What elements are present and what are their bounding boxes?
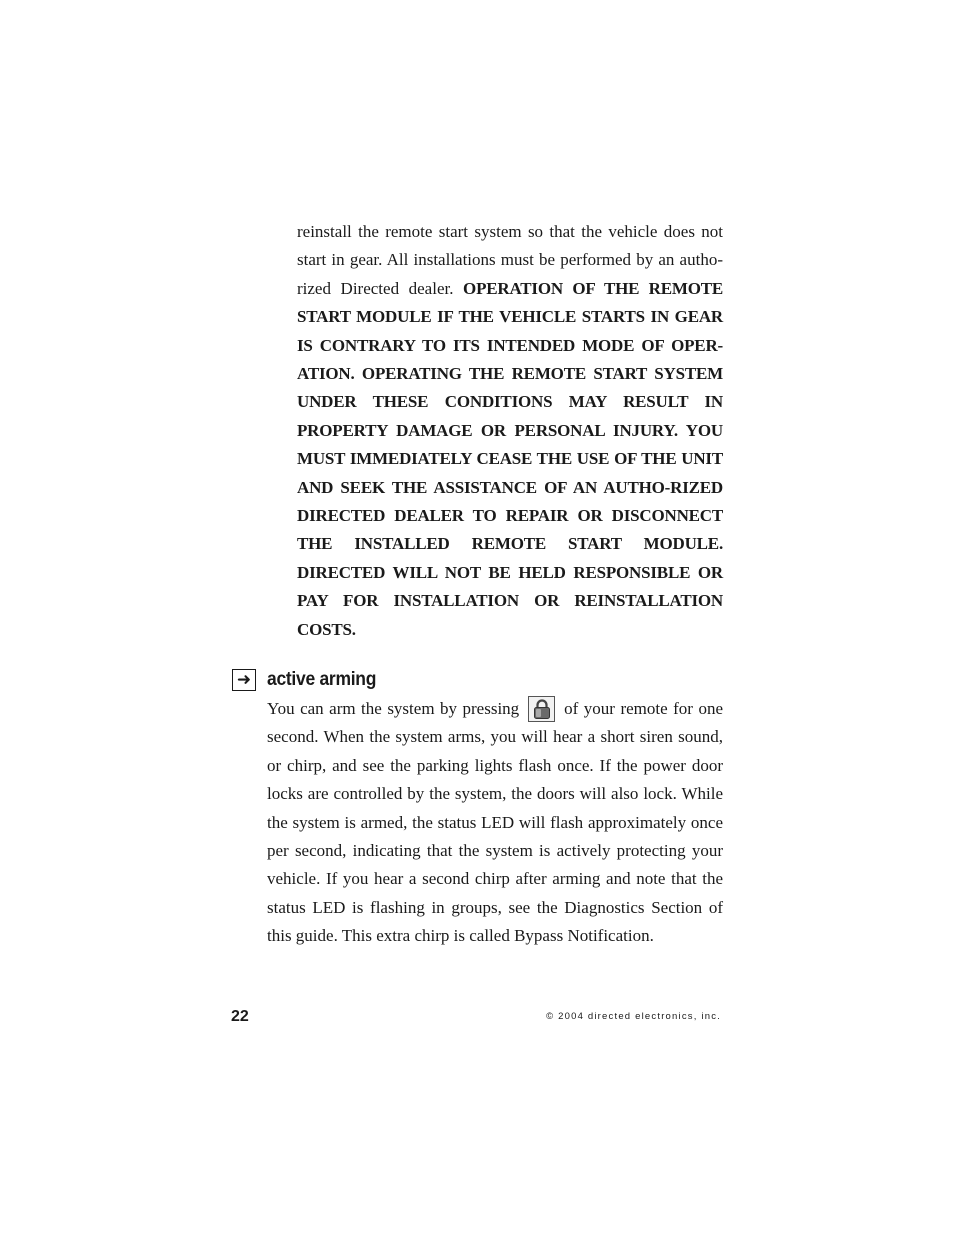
warning-intro-text: reinstall the remote start system so that the vehicle does not start in gear. All installations must be performed by an autho-rized Directed dealer.	[297, 222, 723, 298]
section-title: active arming	[267, 669, 377, 690]
warning-paragraph	[297, 218, 723, 644]
warning-caps-text: OPERATION OF THE REMOTE START MODULE IF THE VEHICLE STARTS IN GEAR IS CONTRARY TO ITS INTENDED MODE OF OPER-ATION. OPERATING THE REMOTE START SYSTEM UNDER THESE CONDITIONS MAY RESULT IN PROPERTY DAMAGE OR PERSONAL INJURY. YOU MUST IMMEDIATELY CEASE THE USE OF THE UNIT AND SEEK THE ASSISTANCE OF AN AUTHO-RIZED DIRECTED DEALER TO REPAIR OR DISCONNECT THE INSTALLED REMOTE START MODULE. DIRECTED WILL NOT BE HELD RESPONSIBLE OR PAY FOR INSTALLATION OR REINSTALLATION COSTS.	[297, 278, 723, 639]
arrow-right-icon: ➜	[232, 669, 256, 691]
section-header	[232, 665, 386, 695]
section-body-paragraph	[267, 695, 723, 951]
lock-icon	[528, 696, 555, 722]
body-text-after: of your remote for one second. When the system arms, you will hear a short siren sound, or chirp, and see the parking lights flash once. If the power door locks are controlled by the system, the doors will also lock. While the system is armed, the status LED will flash approximately once per second, indicating that the system is actively protecting your vehicle. If you hear a second chirp after arming and note that the status LED is flashing in groups, see the Diagnostics Section of this guide. This extra chirp is called Bypass Notification.	[267, 699, 724, 946]
copyright-notice: © 2004 directed electronics, inc.	[546, 1011, 721, 1022]
body-text-before: You can arm the system by pressing	[267, 699, 525, 718]
page-number: 22	[231, 1008, 249, 1025]
